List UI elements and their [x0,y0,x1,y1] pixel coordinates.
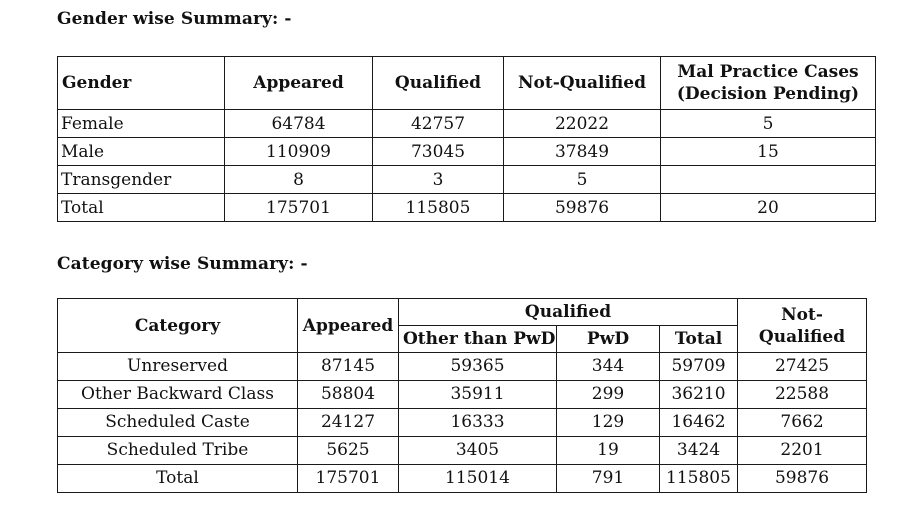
malpractice-cell: 15 [661,138,876,166]
not-qualified-header-line1: Not- [781,304,823,325]
not-qualified-cell: 22588 [738,381,867,409]
malpractice-header-line2: (Decision Pending) [676,84,860,104]
table-row [58,353,867,381]
table-row-total [58,194,876,222]
appeared-cell: 24127 [298,409,399,437]
not-qualified-cell: 7662 [738,409,867,437]
category-cell: Scheduled Caste [58,409,298,437]
gender-cell: Transgender [58,166,225,194]
table-row [58,110,876,138]
not-qualified-cell: 59876 [738,465,867,493]
category-summary-heading: Category wise Summary: - [57,254,308,274]
pwd-cell: 299 [557,381,660,409]
malpractice-header-line1: Mal Practice Cases [677,62,859,82]
other-than-pwd-cell: 59365 [399,353,557,381]
gender-header-row [58,57,876,110]
not-qualified-cell: 2201 [738,437,867,465]
not-qualified-cell: 5 [504,166,661,194]
appeared-col-header: Appeared [225,57,373,110]
not-qualified-col-header: Not-Qualified [504,57,661,110]
other-than-pwd-cell: 16333 [399,409,557,437]
pwd-cell: 344 [557,353,660,381]
gender-cell: Male [58,138,225,166]
appeared-col-header: Appeared [298,299,399,353]
table-row [58,437,867,465]
appeared-cell: 110909 [225,138,373,166]
table-row-total [58,465,867,493]
category-col-header: Category [58,299,298,353]
appeared-cell: 5625 [298,437,399,465]
table-row [58,409,867,437]
appeared-cell: 175701 [298,465,399,493]
malpractice-cell: 20 [661,194,876,222]
category-cell: Total [58,465,298,493]
other-than-pwd-cell: 3405 [399,437,557,465]
qualified-total-cell: 115805 [660,465,738,493]
category-summary-table [57,298,867,493]
appeared-cell: 8 [225,166,373,194]
category-cell: Other Backward Class [58,381,298,409]
appeared-cell: 87145 [298,353,399,381]
other-than-pwd-col-header: Other than PwD [399,326,557,353]
malpractice-col-header [661,57,876,110]
malpractice-cell: 5 [661,110,876,138]
table-row [58,381,867,409]
not-qualified-cell: 59876 [504,194,661,222]
gender-summary-table [57,56,876,222]
pwd-col-header: PwD [557,326,660,353]
table-row [58,138,876,166]
qualified-group-header: Qualified [399,299,738,326]
pwd-cell: 19 [557,437,660,465]
qualified-cell: 73045 [373,138,504,166]
not-qualified-col-header [738,299,867,353]
gender-cell: Total [58,194,225,222]
gender-col-header: Gender [58,57,225,110]
qualified-total-cell: 36210 [660,381,738,409]
not-qualified-cell: 22022 [504,110,661,138]
qualified-total-cell: 16462 [660,409,738,437]
appeared-cell: 64784 [225,110,373,138]
category-cell: Unreserved [58,353,298,381]
category-cell: Scheduled Tribe [58,437,298,465]
other-than-pwd-cell: 115014 [399,465,557,493]
qualified-cell: 115805 [373,194,504,222]
not-qualified-cell: 37849 [504,138,661,166]
qualified-total-cell: 3424 [660,437,738,465]
pwd-cell: 791 [557,465,660,493]
qualified-total-cell: 59709 [660,353,738,381]
malpractice-cell [661,166,876,194]
appeared-cell: 58804 [298,381,399,409]
pwd-cell: 129 [557,409,660,437]
qualified-col-header: Qualified [373,57,504,110]
gender-cell: Female [58,110,225,138]
qualified-cell: 42757 [373,110,504,138]
appeared-cell: 175701 [225,194,373,222]
table-row [58,166,876,194]
qualified-cell: 3 [373,166,504,194]
gender-summary-heading: Gender wise Summary: - [57,9,292,29]
not-qualified-header-line2: Qualified [758,326,846,347]
category-header-row-1 [58,299,867,326]
qualified-total-col-header: Total [660,326,738,353]
not-qualified-cell: 27425 [738,353,867,381]
other-than-pwd-cell: 35911 [399,381,557,409]
